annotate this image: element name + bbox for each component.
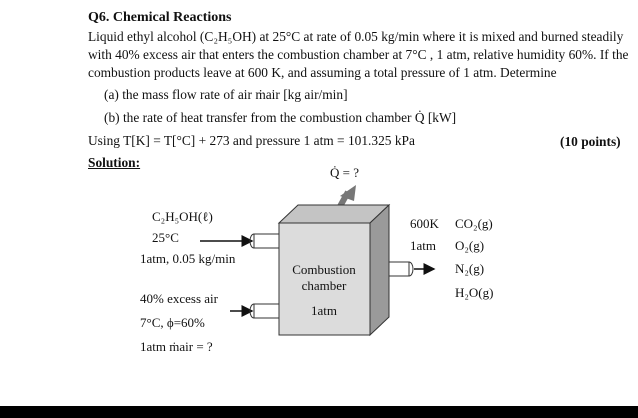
air-inlet-arrow [230,304,279,318]
chamber-label-2: chamber [301,278,347,293]
problem-text-line-1: Liquid ethyl alcohol (C₂H₅OH) at 25°C at rate of 0.05 kg/min where it is mixed and burned steadily [88,29,624,44]
product-h2o: H₂O(g) [455,285,494,300]
product-outlet-arrow [389,262,434,276]
air-conditions: 7°C, ϕ=60% [140,315,205,330]
part-b: (b) the rate of heat transfer from the combustion chamber Q̇ [kW] [104,110,457,125]
product-n2: N₂(g) [455,261,485,276]
product-co2: CO₂(g) [455,216,493,231]
points-label: (10 points) [560,134,621,149]
fuel-name: C₂H₅OH(ℓ) [152,209,213,224]
heat-label: Q̇ = ? [330,165,359,180]
problem-title: Q6. Chemical Reactions [88,10,232,25]
fuel-inlet-arrow [200,234,279,248]
fuel-temperature: 25°C [152,230,179,245]
part-a: (a) the mass flow rate of air ṁair [kg air/min] [104,87,348,102]
problem-text-line-2: with 40% excess air that enters the combustion chamber at 7°C , 1 atm, relative humidity 60%. If the [88,47,629,62]
product-o2: O₂(g) [455,238,485,253]
chamber-label-1: Combustion [292,262,356,277]
air-mass-flow: 1atm ṁair = ? [140,339,213,354]
fuel-conditions: 1atm, 0.05 kg/min [140,251,236,266]
problem-text-line-3: combustion products leave at 600 K, and assuming a total pressure of 1 atm. Determine [88,65,557,80]
air-excess: 40% excess air [140,291,218,306]
solution-heading: Solution: [88,155,141,170]
exit-temperature: 600K [410,216,439,231]
chamber-pressure-label: 1atm [311,303,337,318]
exit-pressure: 1atm [410,238,436,253]
given-constants: Using T[K] = T[°C] + 273 and pressure 1 atm = 101.325 kPa [88,133,415,148]
